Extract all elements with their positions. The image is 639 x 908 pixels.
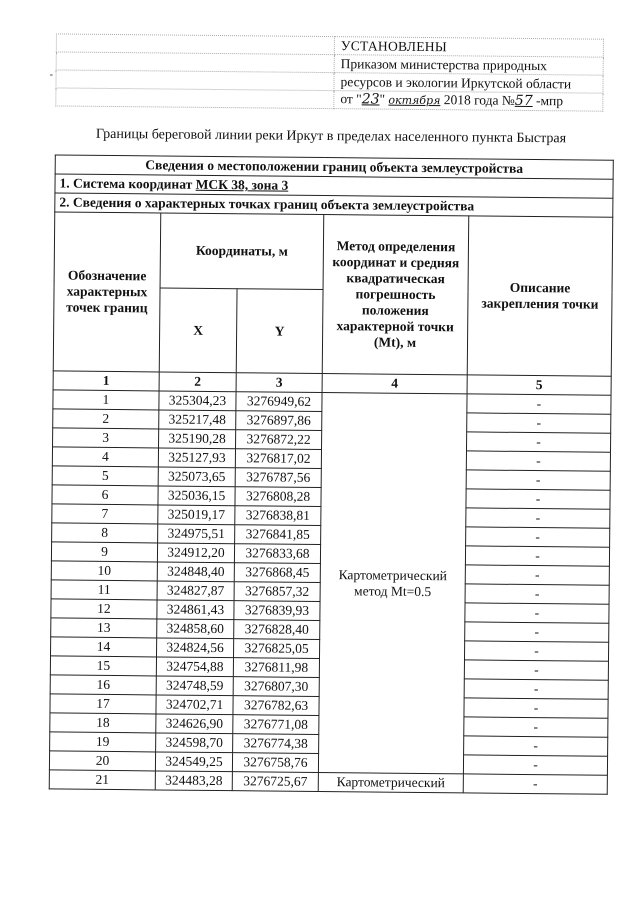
order-day: 23	[361, 91, 380, 108]
margin-mark: -	[49, 69, 53, 81]
coord-x: 324702,71	[156, 695, 233, 715]
point-number: 7	[52, 504, 158, 524]
point-description: -	[464, 736, 608, 756]
point-description: -	[465, 584, 609, 604]
point-description: -	[466, 432, 610, 452]
coord-y: 3276872,22	[236, 430, 322, 450]
method-cell-last: Картометрический	[318, 772, 463, 792]
point-description: -	[464, 660, 608, 680]
coord-x: 324848,40	[157, 562, 234, 582]
point-number: 16	[50, 675, 156, 695]
coord-y: 3276841,85	[235, 525, 321, 545]
point-description: -	[464, 641, 608, 661]
coord-x: 324827,87	[157, 581, 234, 601]
point-number: 3	[53, 428, 159, 448]
coord-y: 3276949,62	[236, 392, 322, 412]
col-number-5: 5	[467, 375, 611, 395]
point-description: -	[466, 527, 610, 547]
coord-x: 325019,17	[158, 505, 235, 525]
coord-y: 3276828,40	[234, 620, 320, 640]
coord-y: 3276833,68	[234, 544, 320, 564]
coord-x: 324483,28	[155, 771, 232, 791]
point-number: 9	[51, 542, 157, 562]
point-number: 13	[51, 618, 157, 638]
point-description: -	[465, 546, 609, 566]
approval-title: УСТАНОВЛЕНЫ	[334, 37, 603, 58]
coord-x: 324748,59	[156, 676, 233, 696]
coord-x: 324975,51	[158, 524, 235, 544]
col-header-y: Y	[236, 289, 323, 374]
section-header: Сведения о местоположении границ объекта землеустройства	[55, 155, 613, 179]
coord-y: 3276897,86	[236, 411, 322, 431]
coord-x: 324912,20	[157, 543, 234, 563]
col-header-x: X	[159, 288, 237, 373]
point-description: -	[464, 717, 608, 737]
point-description: -	[466, 508, 610, 528]
col-number-3: 3	[236, 373, 322, 393]
point-description: -	[467, 413, 611, 433]
coord-y: 3276838,81	[235, 506, 321, 526]
col-number-2: 2	[159, 372, 236, 392]
method-cell: Картометрический метод Mt=0.5	[318, 393, 467, 774]
document-subtitle: Границы береговой линии реки Иркут в пределах населенного пункта Быстрая	[95, 126, 567, 147]
coord-y: 3276725,67	[232, 772, 318, 792]
coord-x: 325127,93	[158, 448, 235, 468]
coord-system-row: 1. Система координат МСК 38, зона 3	[55, 174, 613, 198]
order-number: 57	[514, 92, 533, 110]
coord-y: 3276774,38	[233, 734, 319, 754]
col-header-description: Описание закрепления точки	[467, 216, 613, 376]
point-number: 2	[53, 409, 159, 429]
coord-y: 3276787,56	[235, 468, 321, 488]
col-header-designation: Обозначение характерных точек границ	[53, 212, 161, 372]
coord-x: 325073,65	[158, 467, 235, 487]
point-description: -	[466, 470, 610, 490]
coord-y: 3276811,98	[233, 658, 319, 678]
coord-y: 3276782,63	[233, 696, 319, 716]
coord-x: 324626,90	[156, 714, 233, 734]
point-number: 8	[52, 523, 158, 543]
point-description: -	[465, 565, 609, 585]
point-description: -	[464, 698, 608, 718]
coord-x: 324754,88	[156, 657, 233, 677]
approval-line-2: ресурсов и экологии Иркутской области	[334, 73, 603, 94]
col-header-coords: Координаты, м	[160, 213, 324, 290]
coord-y: 3276857,32	[234, 582, 320, 602]
point-description: -	[466, 489, 610, 509]
approval-order-line: от "23" октября 2018 года №57 -мпр	[334, 91, 603, 112]
point-description: -	[465, 622, 609, 642]
coord-x: 324861,43	[157, 600, 234, 620]
coord-x: 325036,15	[158, 486, 235, 506]
point-number: 4	[52, 447, 158, 467]
coord-y: 3276839,93	[234, 601, 320, 621]
points-section-header: 2. Сведения о характерных точках границ объекта землеустройства	[55, 193, 613, 217]
coord-x: 324549,25	[155, 752, 232, 772]
col-header-method: Метод определения координат и средняя квадратическая погрешность положения характерной точки (Mt), м	[322, 215, 469, 375]
coord-y: 3276868,45	[234, 563, 320, 583]
approval-stamp	[55, 33, 604, 111]
col-number-4: 4	[322, 374, 467, 394]
point-number: 17	[50, 694, 156, 714]
coord-system-name: МСК 38, зона 3	[195, 176, 289, 193]
coord-y: 3276758,76	[232, 753, 318, 773]
coord-x: 325217,48	[159, 410, 236, 430]
coord-x: 324824,56	[157, 638, 234, 658]
point-description: -	[467, 394, 611, 414]
point-number: 10	[51, 561, 157, 581]
point-number: 15	[50, 656, 156, 676]
point-description: -	[464, 679, 608, 699]
point-description: -	[463, 755, 607, 775]
coord-x: 325190,28	[159, 429, 236, 449]
point-description: -	[466, 451, 610, 471]
point-description: -	[465, 603, 609, 623]
coord-y: 3276808,28	[235, 487, 321, 507]
point-number: 14	[51, 637, 157, 657]
point-number: 12	[51, 599, 157, 619]
coord-x: 324598,70	[156, 733, 233, 753]
point-number: 19	[50, 732, 156, 752]
boundary-table	[49, 154, 613, 794]
coord-y: 3276807,30	[233, 677, 319, 697]
coord-x: 325304,23	[159, 391, 236, 411]
point-number: 11	[51, 580, 157, 600]
coord-y: 3276825,05	[234, 639, 320, 659]
point-number: 21	[49, 770, 155, 790]
col-number-1: 1	[53, 371, 159, 391]
point-number: 20	[49, 751, 155, 771]
table-row	[49, 770, 607, 794]
coord-x: 324858,60	[157, 619, 234, 639]
point-number: 18	[50, 713, 156, 733]
order-month: октября	[388, 93, 441, 108]
approval-line-1: Приказом министерства природных	[334, 55, 603, 76]
coord-y: 3276817,02	[235, 449, 321, 469]
point-number: 6	[52, 485, 158, 505]
coord-y: 3276771,08	[233, 715, 319, 735]
point-number: 5	[52, 466, 158, 486]
point-description: -	[463, 774, 607, 794]
point-number: 1	[53, 390, 159, 410]
